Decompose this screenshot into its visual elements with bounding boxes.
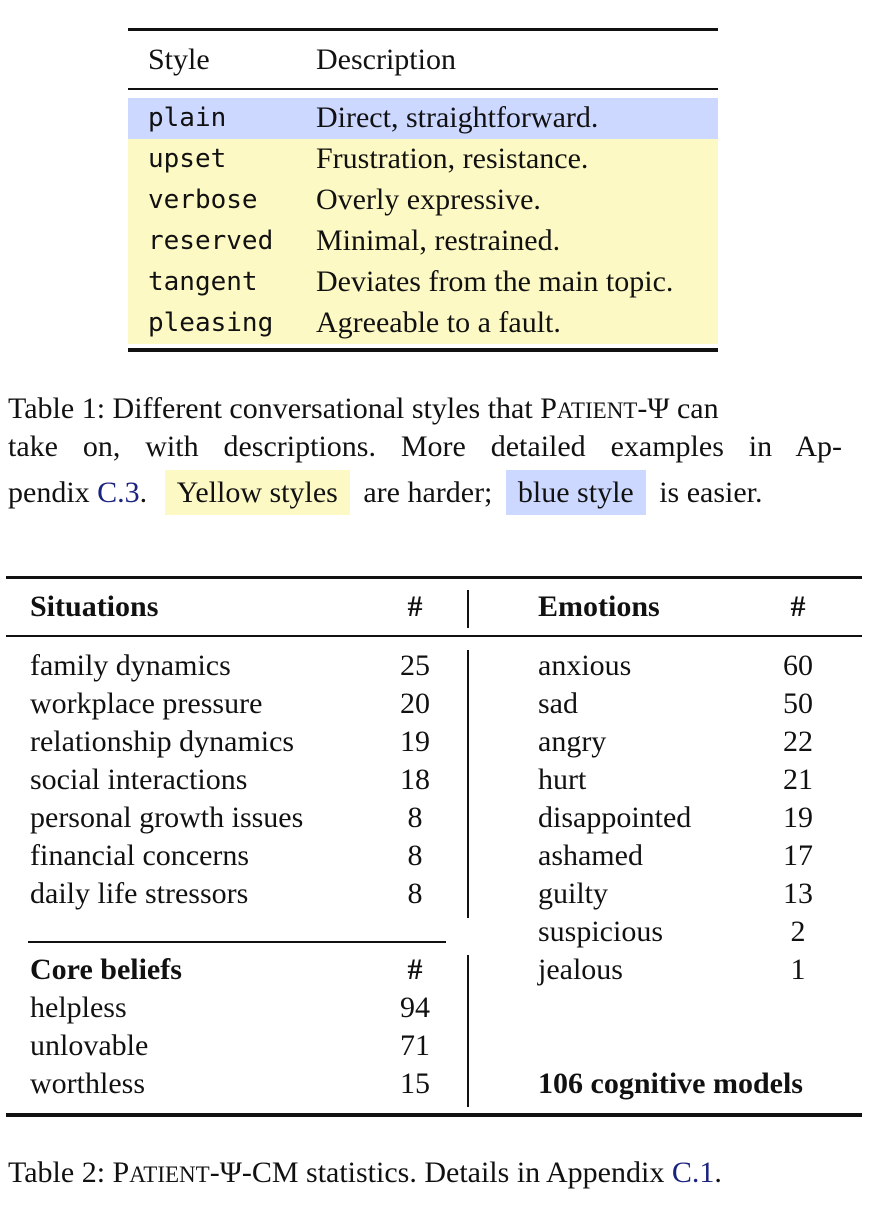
situations-header: Situations bbox=[30, 590, 159, 623]
style-name: pleasing bbox=[148, 308, 274, 338]
situation-label: relationship dynamics bbox=[30, 725, 295, 758]
style-description: Minimal, restrained. bbox=[316, 224, 561, 257]
appendix-c3-link[interactable]: C.3 bbox=[97, 476, 140, 509]
blue-style-highlight: blue style bbox=[506, 470, 646, 515]
table2-caption: Table 2: PATIENT-Ψ-CM statistics. Details in Appendix C.1. bbox=[8, 1156, 722, 1189]
caption1-line3: pendix C.3. Yellow styles are harder; blue style is easier. bbox=[8, 472, 763, 514]
caption1-line2: take on, with descriptions. More detailed examples in Ap- bbox=[8, 430, 842, 463]
emotion-count: 2 bbox=[790, 915, 806, 948]
situation-label: personal growth issues bbox=[30, 801, 304, 834]
situations-count-header: # bbox=[407, 590, 423, 623]
core-belief-label: worthless bbox=[30, 1067, 145, 1100]
situation-label: social interactions bbox=[30, 763, 248, 796]
style-name: plain bbox=[148, 103, 227, 133]
emotion-label: disappointed bbox=[538, 801, 692, 834]
emotion-count: 17 bbox=[783, 839, 813, 872]
core-belief-label: helpless bbox=[30, 991, 127, 1024]
emotion-label: suspicious bbox=[538, 915, 664, 948]
emotion-count: 21 bbox=[783, 763, 813, 796]
situation-label: family dynamics bbox=[30, 649, 231, 682]
total-cognitive-models: 106 cognitive models bbox=[538, 1067, 803, 1100]
core-belief-count: 94 bbox=[400, 991, 430, 1024]
yellow-styles-highlight: Yellow styles bbox=[165, 470, 350, 515]
patient-psi-name: PATIENT-Ψ bbox=[540, 392, 670, 425]
situation-count: 8 bbox=[407, 839, 423, 872]
emotion-label: anxious bbox=[538, 649, 632, 682]
situations-divider bbox=[467, 650, 469, 918]
situation-count: 18 bbox=[400, 763, 430, 796]
table2-header-divider bbox=[467, 590, 469, 628]
table1-top-rule bbox=[128, 28, 718, 31]
emotion-count: 13 bbox=[783, 877, 813, 910]
style-description: Frustration, resistance. bbox=[316, 142, 589, 175]
situation-count: 20 bbox=[400, 687, 430, 720]
table1-header-description: Description bbox=[316, 43, 456, 76]
emotions-count-header: # bbox=[790, 590, 806, 623]
emotion-label: hurt bbox=[538, 763, 587, 796]
situation-label: workplace pressure bbox=[30, 687, 263, 720]
table1-mid-rule bbox=[128, 88, 718, 90]
emotion-label: jealous bbox=[538, 953, 623, 986]
caption1-line1: Table 1: Different conversational styles that PATIENT-Ψ can bbox=[8, 392, 719, 425]
core-beliefs-header: Core beliefs bbox=[30, 953, 182, 986]
style-description: Direct, straightforward. bbox=[316, 101, 599, 134]
patient-psi-cm-name: PATIENT-Ψ-CM bbox=[112, 1156, 299, 1189]
emotion-label: sad bbox=[538, 687, 578, 720]
style-name: reserved bbox=[148, 226, 274, 256]
table2-top-rule bbox=[6, 576, 862, 579]
style-description: Deviates from the main topic. bbox=[316, 265, 674, 298]
style-name: verbose bbox=[148, 185, 258, 215]
core-belief-label: unlovable bbox=[30, 1029, 149, 1062]
emotion-count: 22 bbox=[783, 725, 813, 758]
core-belief-count: 15 bbox=[400, 1067, 430, 1100]
appendix-c1-link[interactable]: C.1 bbox=[671, 1156, 715, 1189]
emotion-label: angry bbox=[538, 725, 607, 758]
emotion-count: 19 bbox=[783, 801, 813, 834]
style-description: Agreeable to a fault. bbox=[316, 306, 561, 339]
situation-count: 25 bbox=[400, 649, 430, 682]
core-beliefs-rule bbox=[28, 941, 446, 943]
emotion-label: guilty bbox=[538, 877, 609, 910]
style-description: Overly expressive. bbox=[316, 183, 541, 216]
style-name: upset bbox=[148, 144, 227, 174]
emotion-count: 60 bbox=[783, 649, 813, 682]
table1-header-style: Style bbox=[148, 43, 210, 76]
situation-label: daily life stressors bbox=[30, 877, 249, 910]
emotion-count: 50 bbox=[783, 687, 813, 720]
style-name: tangent bbox=[148, 267, 258, 297]
emotion-label: ashamed bbox=[538, 839, 643, 872]
core-beliefs-divider bbox=[467, 955, 469, 1107]
core-beliefs-count-header: # bbox=[407, 953, 423, 986]
situation-label: financial concerns bbox=[30, 839, 250, 872]
table2-bottom-rule bbox=[6, 1113, 862, 1117]
situation-count: 8 bbox=[407, 801, 423, 834]
situation-count: 19 bbox=[400, 725, 430, 758]
table1-bottom-rule bbox=[128, 348, 718, 352]
table2-header-rule bbox=[6, 635, 862, 637]
emotion-count: 1 bbox=[790, 953, 806, 986]
emotions-header: Emotions bbox=[538, 590, 660, 623]
core-belief-count: 71 bbox=[400, 1029, 430, 1062]
situation-count: 8 bbox=[407, 877, 423, 910]
